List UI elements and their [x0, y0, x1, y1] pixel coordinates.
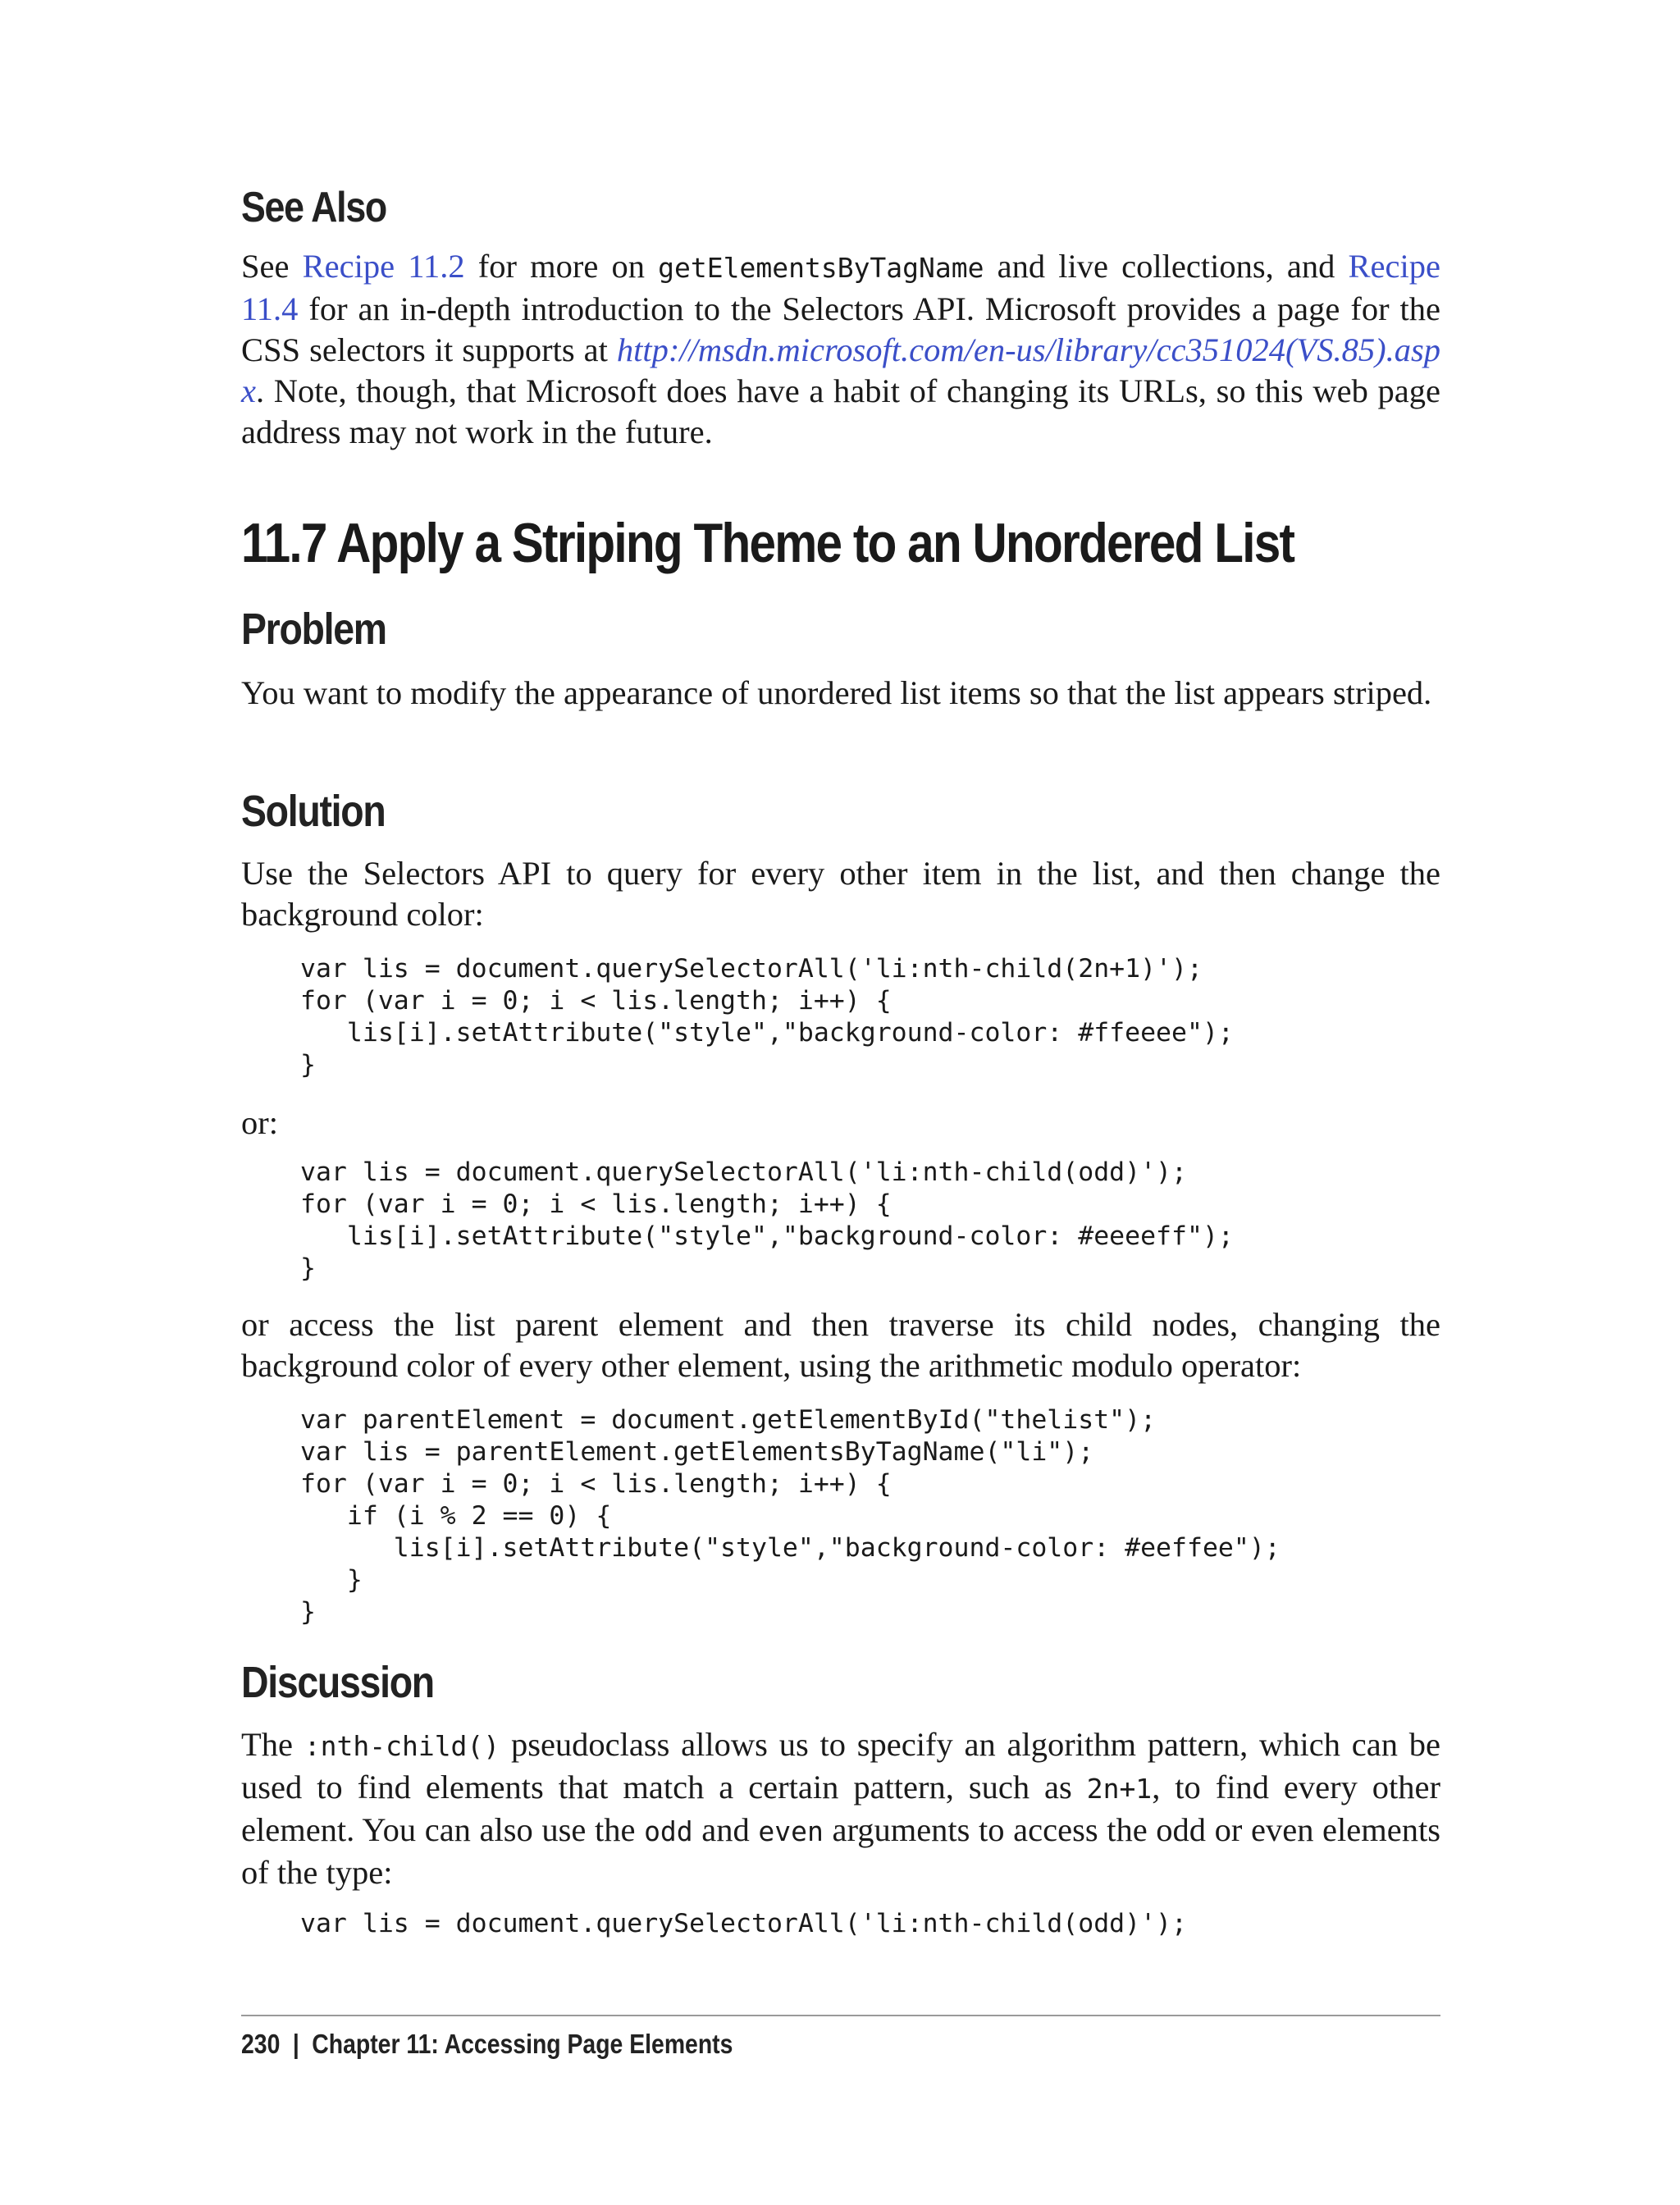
inline-code: even	[758, 1815, 824, 1847]
code-block-3: var parentElement = document.getElementById("thelist"); var lis = parentElement.getElementsByTagName("li"); for (var i = 0; i < lis.length; i++) { if (i % 2 == 0) { lis[i].setAttribute("style","background-color: #eeffee"); } }	[300, 1405, 1281, 1627]
problem-heading: Problem	[241, 605, 386, 654]
text-run: and live collections, and	[984, 248, 1349, 285]
text-run: See	[241, 248, 303, 285]
recipe-title: 11.7 Apply a Striping Theme to an Unordered List	[241, 512, 1294, 574]
text-run: . Note, though, that Microsoft does have a habit of changing its URLs, so this web page address may not work in the future.	[241, 372, 1440, 450]
inline-code: 2n+1	[1086, 1773, 1153, 1805]
alternative-text: or access the list parent element and then traverse its child nodes, changing the background color of every other element, using the arithmetic modulo operator:	[241, 1306, 1440, 1384]
page-footer	[241, 2026, 733, 2062]
inline-code: odd	[644, 1815, 693, 1847]
msdn-url-link[interactable]: http://msdn.microsoft.com/en-us/library/cc351024(VS.85).aspx	[241, 331, 1440, 409]
see-also-heading: See Also	[241, 184, 386, 231]
text-run: The	[241, 1726, 304, 1763]
page-number: 230	[241, 2029, 281, 2059]
text-run: arguments to access the odd or even elements of the type:	[241, 1811, 1440, 1891]
text-run: for more on	[464, 248, 659, 285]
recipe-11-2-link[interactable]: Recipe 11.2	[302, 248, 465, 285]
footer-separator: |	[292, 2029, 299, 2059]
text-run: for an in-depth introduction to the Selectors API. Microsoft provides a page for the CSS selectors it supports at	[241, 290, 1440, 368]
chapter-title: Chapter 11: Accessing Page Elements	[312, 2029, 733, 2059]
inline-code: getElementsByTagName	[658, 252, 984, 284]
discussion-code: var lis = document.querySelectorAll('li:nth-child(odd)');	[300, 1909, 1187, 1938]
problem-text: You want to modify the appearance of unordered list items so that the list appears striped.	[241, 674, 1432, 711]
solution-intro: Use the Selectors API to query for every other item in the list, and then change the background color:	[241, 855, 1440, 933]
code-block-1: var lis = document.querySelectorAll('li:nth-child(2n+1)'); for (var i = 0; i < lis.length; i++) { lis[i].setAttribute("style","background-color: #ffeeee"); }	[300, 954, 1234, 1080]
text-run: pseudoclass allows us to specify an algorithm pattern, which can be used to find elements that match a certain pattern, such as	[241, 1726, 1441, 1806]
text-run: and	[692, 1811, 759, 1848]
inline-code: :nth-child()	[304, 1730, 500, 1762]
solution-heading: Solution	[241, 787, 386, 836]
or-text: or:	[241, 1104, 278, 1141]
see-also-paragraph	[241, 246, 1440, 453]
discussion-text	[241, 1724, 1440, 1893]
code-block-2: var lis = document.querySelectorAll('li:nth-child(odd)'); for (var i = 0; i < lis.length; i++) { lis[i].setAttribute("style","background-color: #eeeeff"); }	[300, 1157, 1234, 1283]
recipe-11-4-link[interactable]: Recipe 11.4	[241, 248, 1440, 327]
text-run: , to find every other element. You can also use the	[241, 1769, 1440, 1848]
footer-divider	[241, 2015, 1440, 2016]
discussion-heading: Discussion	[241, 1658, 434, 1707]
